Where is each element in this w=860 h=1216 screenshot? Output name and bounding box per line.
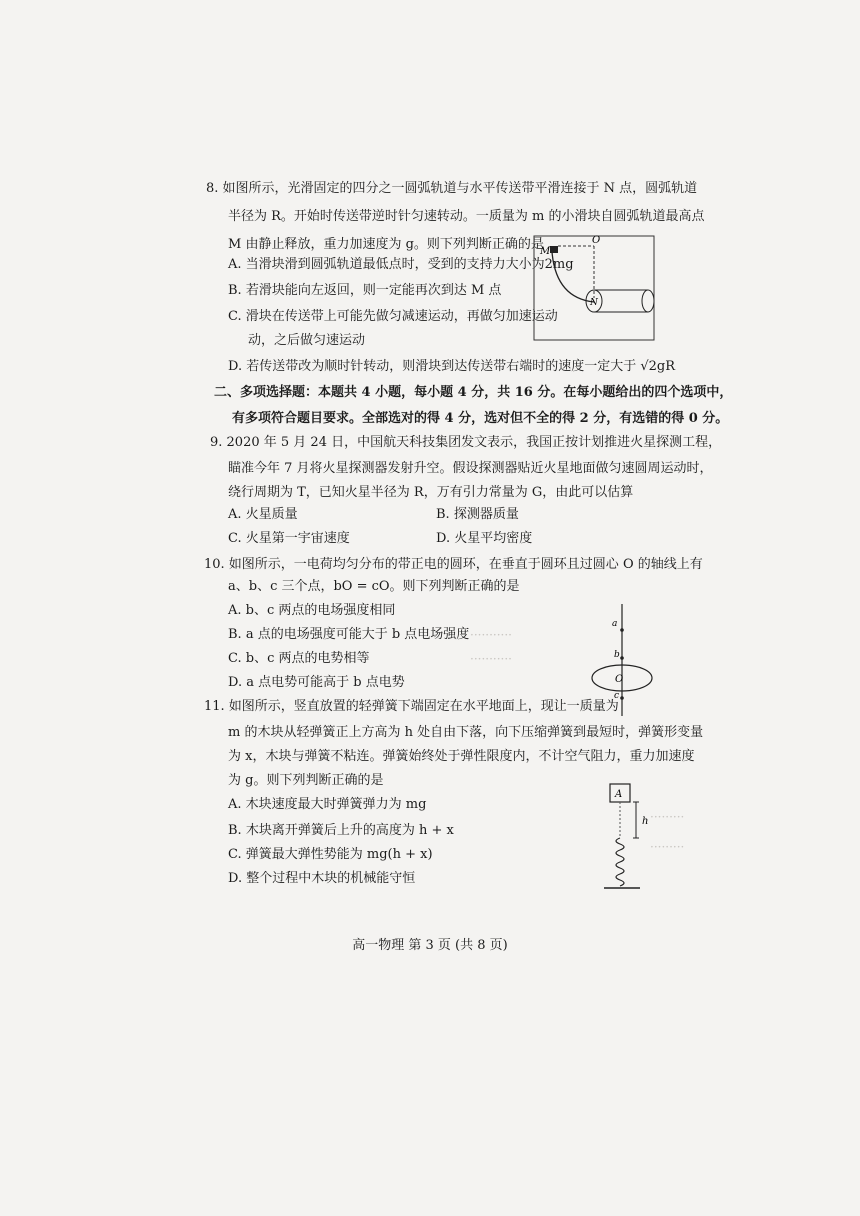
bleed-through-text: ········· [650,810,685,824]
slider-block [550,246,558,253]
label-c: c [614,691,620,701]
section2-heading-line-2: 有多项符合题目要求。全部选对的得 4 分，选对但不全的得 2 分，有选错的得 0 分。 [232,411,729,426]
q11-stem-line-3: 为 x，木块与弹簧不粘连。弹簧始终处于弹性限度内，不计空气阻力，重力加速度 [228,749,695,764]
label-o: O [615,674,624,685]
right-pulley [642,290,654,312]
q8-stem-line-3: M 由静止释放，重力加速度为 g。则下列判断正确的是 [228,237,544,252]
q8-figure [530,232,660,344]
q11-stem-line-2: m 的木块从轻弹簧正上方高为 h 处自由下落，向下压缩弹簧到最短时，弹簧形变量 [228,725,704,740]
section2-heading-line-1: 二、多项选择题：本题共 4 小题，每小题 4 分，共 16 分。在每小题给出的四个选项中， [214,385,733,400]
q8-stem-line-1: 8. 如图所示，光滑固定的四分之一圆弧轨道与水平传送带平滑连接于 N 点，圆弧轨道 [206,181,698,196]
bleed-through-text: ··········· [470,628,512,642]
label-a: A [615,789,623,800]
point-b [620,656,624,660]
label-h: h [642,816,649,827]
q11-option-d: D. 整个过程中木块的机械能守恒 [228,871,416,886]
spring [616,838,624,886]
q10-stem-line-1: 10. 如图所示，一电荷均匀分布的带正电的圆环，在垂直于圆环且过圆心 O 的轴线上有 [204,557,703,572]
q8-option-d: D. 若传送带改为顺时针转动，则滑块到达传送带右端时的速度一定大于 √2gR [228,359,676,374]
q10-stem-line-2: a、b、c 三个点，bO = cO。则下列判断正确的是 [228,579,520,594]
q9-option-c: C. 火星第一宇宙速度 [228,531,350,546]
q10-option-d: D. a 点电势可能高于 b 点电势 [228,675,405,690]
q11-figure [596,778,666,898]
label-o: O [592,235,601,246]
q10-option-c: C. b、c 两点的电势相等 [228,651,370,666]
q9-option-a: A. 火星质量 [228,507,298,522]
q10-option-b: B. a 点的电场强度可能大于 b 点电场强度 [228,627,470,642]
bleed-through-text: ········· [650,840,685,854]
q9-stem-line-1: 9. 2020 年 5 月 24 日，中国航天科技集团发文表示，我国正按计划推进火星探测工程， [210,435,722,450]
label-n: N [590,298,598,308]
q9-stem-line-2: 瞄准今年 7 月将火星探测器发射升空。假设探测器贴近火星地面做匀速圆周运动时， [228,461,713,476]
q8-option-c: C. 滑块在传送带上可能先做匀减速运动，再做匀加速运动 [228,309,558,324]
q8-option-c-cont: 动，之后做匀速运动 [248,333,366,348]
q9-stem-line-3: 绕行周期为 T，已知火星半径为 R，万有引力常量为 G，由此可以估算 [228,485,634,500]
q9-option-d: D. 火星平均密度 [436,531,533,546]
q8-stem-line-2: 半径为 R。开始时传送带逆时针匀速转动。一质量为 m 的小滑块自圆弧轨道最高点 [228,209,705,224]
q11-stem-line-4: 为 g。则下列判断正确的是 [228,773,384,788]
q11-option-a: A. 木块速度最大时弹簧弹力为 mg [228,797,427,812]
point-a [620,628,624,632]
page-footer: 高一物理 第 3 页 (共 8 页) [352,938,508,953]
q11-option-b: B. 木块离开弹簧后上升的高度为 h + x [228,823,454,838]
label-a: a [612,619,618,629]
point-c [620,696,624,700]
q11-option-c: C. 弹簧最大弹性势能为 mg(h + x) [228,847,433,862]
q9-option-b: B. 探测器质量 [436,507,519,522]
q8-option-a: A. 当滑块滑到圆弧轨道最低点时，受到的支持力大小为2mg [228,257,574,272]
q8-option-b: B. 若滑块能向左返回，则一定能再次到达 M 点 [228,283,502,298]
label-m: M [540,246,551,257]
label-b: b [614,650,620,660]
q11-stem-line-1: 11. 如图所示，竖直放置的轻弹簧下端固定在水平地面上，现让一质量为 [204,699,619,714]
bleed-through-text: ··········· [470,652,512,666]
q10-option-a: A. b、c 两点的电场强度相同 [228,603,396,618]
